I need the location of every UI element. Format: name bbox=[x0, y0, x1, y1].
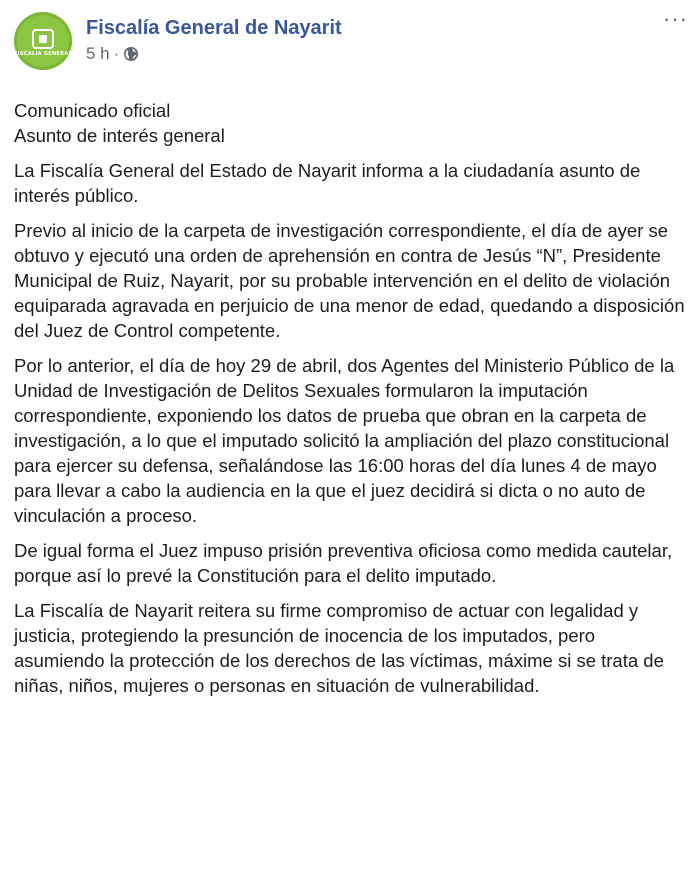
globe-icon[interactable] bbox=[123, 46, 139, 62]
post-header bbox=[14, 6, 688, 88]
more-options-icon[interactable]: ··· bbox=[663, 6, 688, 31]
seal-icon bbox=[32, 29, 54, 49]
post-paragraph: La Fiscalía de Nayarit reitera su firme compromiso de actuar con legalidad y justicia, protegiendo la presunción de inocencia de los imputados, pero asumiendo la protección de los derechos de las víctimas, máxime si se trata de niñas, niños, mujeres o personas en situación de vulnerabilidad. bbox=[14, 600, 664, 696]
avatar[interactable] bbox=[14, 12, 72, 70]
post-paragraph: Comunicado oficial Asunto de interés general bbox=[14, 100, 225, 146]
page-name-link[interactable]: Fiscalía General de Nayarit bbox=[86, 17, 342, 39]
post-timestamp[interactable]: 5 h bbox=[86, 44, 110, 63]
separator-dot: · bbox=[113, 44, 120, 63]
avatar-logo-text: FISCALÍA GENERAL bbox=[14, 51, 72, 57]
post-paragraph: Previo al inicio de la carpeta de investigación correspondiente, el día de ayer se obtuvo y ejecutó una orden de aprehensión en contra de Jesús “N”, Presidente Municipal de Ruiz, Nayarit, por su probable intervención en el delito de violación equiparada agravada en perjuicio de una menor de edad, quedando a disposición del Juez de Control competente. bbox=[14, 220, 685, 341]
post-paragraph: De igual forma el Juez impuso prisión preventiva oficiosa como medida cautelar, porque así lo prevé la Constitución para el delito imputado. bbox=[14, 540, 673, 586]
post-timeline bbox=[86, 44, 342, 64]
post-meta bbox=[86, 16, 342, 64]
post-body bbox=[14, 98, 686, 698]
post-paragraph: La Fiscalía General del Estado de Nayarit informa a la ciudadanía asunto de interés público. bbox=[14, 160, 641, 206]
post-paragraph: Por lo anterior, el día de hoy 29 de abril, dos Agentes del Ministerio Público de la Unidad de Investigación de Delitos Sexuales formularon la imputación correspondiente, exponiendo los datos de prueba que obran en la carpeta de investigación, a lo que el imputado solicitó la ampliación del plazo constitucional para ejercer su defensa, señalándose las 16:00 horas del día lunes 4 de mayo para llevar a cabo la audiencia en la que el juez decidirá si dicta o no auto de vinculación a proceso. bbox=[14, 355, 675, 526]
